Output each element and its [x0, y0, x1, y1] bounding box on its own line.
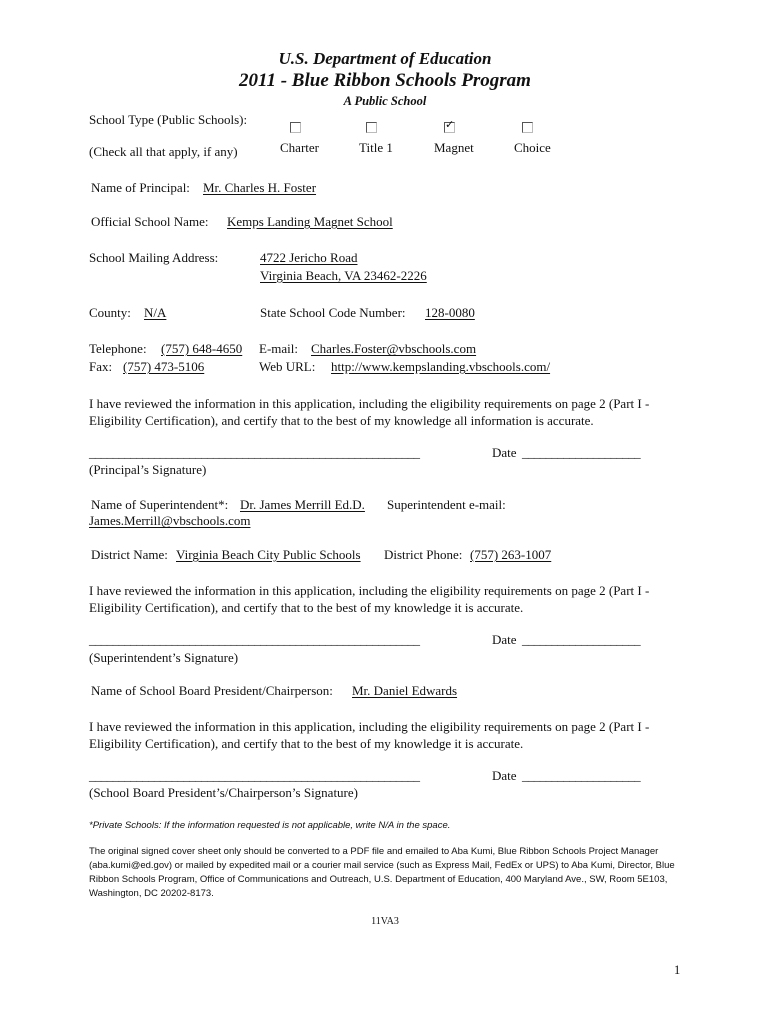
district-phone-label: District Phone: [384, 547, 463, 562]
superintendent-date-line[interactable]: ____________________ [522, 632, 641, 647]
charter-checkbox[interactable] [290, 122, 301, 133]
principal-signature-caption: (Principal’s Signature) [89, 462, 207, 477]
superintendent-date-label: Date [492, 632, 517, 647]
superintendent-email-label: Superintendent e-mail: [387, 497, 506, 512]
county-value: N/A [144, 305, 167, 320]
school-type-sublabel: (Check all that apply, if any) [89, 144, 238, 159]
principal-value: Mr. Charles H. Foster [203, 180, 317, 195]
email-label: E-mail: [259, 341, 298, 356]
principal-label: Name of Principal: [91, 180, 190, 195]
address-label: School Mailing Address: [89, 250, 219, 265]
superintendent-signature-line[interactable]: ________________________________________________________ [89, 632, 420, 647]
board-certification: I have reviewed the information in this application, including the eligibility requirements on page 2 (Part I - Eligibility Certification), and certify that to the best of my knowledge it is accurate. [89, 719, 650, 751]
header-line-3: A Public School [343, 94, 427, 108]
address-line-2: Virginia Beach, VA 23462-2226 [260, 268, 427, 283]
superintendent-value: Dr. James Merrill Ed.D. [240, 497, 365, 512]
charter-label: Charter [280, 140, 319, 155]
private-schools-note: *Private Schools: If the information requested is not applicable, write N/A in the space. [89, 820, 451, 831]
superintendent-signature-caption: (Superintendent’s Signature) [89, 650, 239, 665]
fax-label: Fax: [89, 359, 113, 374]
telephone-label: Telephone: [89, 341, 147, 356]
county-label: County: [89, 305, 131, 320]
principal-date-line[interactable]: ____________________ [522, 445, 641, 460]
magnet-label: Magnet [434, 140, 474, 155]
choice-checkbox[interactable] [522, 122, 533, 133]
board-date-label: Date [492, 768, 517, 783]
board-signature-line[interactable]: ________________________________________________________ [89, 768, 420, 783]
superintendent-certification: I have reviewed the information in this application, including the eligibility requirements on page 2 (Part I - Eligibility Certification), and certify that to the best of my knowledge it is accurate. [89, 583, 650, 615]
magnet-checkbox[interactable] [444, 118, 455, 133]
page-number: 1 [674, 963, 681, 977]
title1-checkbox[interactable] [366, 122, 377, 133]
school-type-label: School Type (Public Schools): [89, 112, 248, 127]
header-line-1: U.S. Department of Education [278, 49, 492, 68]
district-phone-value: (757) 263-1007 [470, 547, 552, 562]
superintendent-email-value[interactable]: James.Merrill@vbschools.com [89, 513, 251, 528]
header-line-2: 2011 - Blue Ribbon Schools Program [239, 70, 531, 91]
state-code-value: 128-0080 [425, 305, 475, 320]
board-president-value: Mr. Daniel Edwards [352, 683, 458, 698]
submission-instructions: The original signed cover sheet only should be converted to a PDF file and emailed to Aba Kumi, Blue Ribbon Schools Project Manager (aba.kumi@ed.gov) or mailed by expedited mail or a courier mail service (such as Express Mail, FedEx or UPS) to Aba Kumi, Director, Blue Ribbon Schools Program, Office of Communications and Outreach, U.S. Department of Education, 400 Maryland Ave., SW, Room 5E103, Washington, DC 20202-8173. [89, 846, 675, 899]
principal-date-label: Date [492, 445, 517, 460]
district-value: Virginia Beach City Public Schools [176, 547, 361, 562]
superintendent-label: Name of Superintendent*: [91, 497, 229, 512]
web-label: Web URL: [259, 359, 316, 374]
telephone-value: (757) 648-4650 [161, 341, 243, 356]
fax-value: (757) 473-5106 [123, 359, 205, 374]
board-president-label: Name of School Board President/Chairperson: [91, 683, 333, 698]
principal-signature-line[interactable]: ________________________________________________________ [89, 445, 420, 460]
document-code: 11VA3 [371, 916, 399, 927]
school-name-label: Official School Name: [91, 214, 209, 229]
email-value[interactable]: Charles.Foster@vbschools.com [311, 341, 477, 356]
choice-label: Choice [514, 140, 551, 155]
state-code-label: State School Code Number: [260, 305, 406, 320]
board-date-line[interactable]: ____________________ [522, 768, 641, 783]
web-url-value[interactable]: http://www.kempslanding.vbschools.com/ [331, 359, 551, 374]
title1-label: Title 1 [359, 140, 393, 155]
board-signature-caption: (School Board President’s/Chairperson’s Signature) [89, 785, 358, 800]
district-label: District Name: [91, 547, 168, 562]
check-mark-icon: ✓ [445, 118, 455, 131]
school-name-value: Kemps Landing Magnet School [227, 214, 393, 229]
principal-certification: I have reviewed the information in this application, including the eligibility requirements on page 2 (Part I - Eligibility Certification), and certify that to the best of my knowledge all information is accurate. [89, 396, 650, 428]
address-line-1: 4722 Jericho Road [260, 250, 358, 265]
